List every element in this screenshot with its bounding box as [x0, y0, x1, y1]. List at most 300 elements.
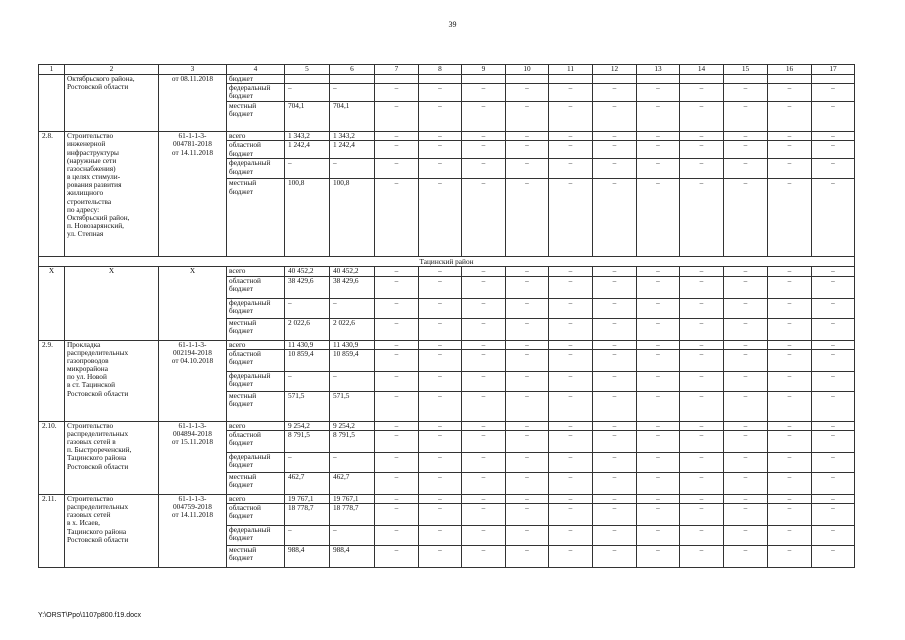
- amount-col13: –: [637, 494, 680, 503]
- amount-col8: –: [419, 267, 462, 276]
- amount-col6: –: [330, 159, 375, 179]
- amount-col13: [637, 75, 680, 84]
- amount-col14: –: [680, 452, 724, 472]
- amount-col11: –: [549, 546, 593, 568]
- amount-col8: –: [419, 159, 462, 179]
- amount-col15: –: [724, 298, 768, 318]
- amount-col17: –: [812, 159, 855, 179]
- amount-col16: –: [768, 84, 812, 102]
- amount-col7: –: [375, 84, 419, 102]
- amount-col10: –: [506, 84, 549, 102]
- header-cell: 14: [680, 65, 724, 75]
- document-ref: от 08.11.2018: [159, 75, 227, 132]
- amount-col5: –: [285, 159, 330, 179]
- amount-col15: [724, 75, 768, 84]
- amount-col12: –: [593, 371, 637, 391]
- amount-col10: –: [506, 371, 549, 391]
- amount-col9: –: [462, 371, 506, 391]
- funding-source: областной бюджет: [227, 504, 285, 526]
- amount-col5: 1 242,4: [285, 141, 330, 159]
- item-name: Строительство распределительных газовых сетей в п. Быстрореченский, Тацинского района Ростовской области: [65, 421, 159, 494]
- funding-source: федеральный бюджет: [227, 298, 285, 318]
- amount-col11: –: [549, 371, 593, 391]
- amount-col11: –: [549, 179, 593, 257]
- amount-col17: –: [812, 504, 855, 526]
- amount-col17: –: [812, 546, 855, 568]
- budget-row: [39, 75, 855, 84]
- amount-col13: –: [637, 298, 680, 318]
- amount-col17: –: [812, 494, 855, 503]
- amount-col16: –: [768, 318, 812, 340]
- amount-col13: –: [637, 430, 680, 452]
- amount-col13: –: [637, 318, 680, 340]
- amount-col12: –: [593, 430, 637, 452]
- funding-source: местный бюджет: [227, 179, 285, 257]
- amount-col9: –: [462, 391, 506, 421]
- amount-col5: 1 343,2: [285, 132, 330, 141]
- amount-col7: –: [375, 267, 419, 276]
- amount-col11: –: [549, 391, 593, 421]
- amount-col17: –: [812, 371, 855, 391]
- amount-col12: –: [593, 526, 637, 546]
- amount-col16: –: [768, 298, 812, 318]
- amount-col15: –: [724, 276, 768, 298]
- amount-col8: –: [419, 371, 462, 391]
- amount-col6: 1 343,2: [330, 132, 375, 141]
- amount-col6: 100,8: [330, 179, 375, 257]
- amount-col12: –: [593, 421, 637, 430]
- amount-col17: –: [812, 430, 855, 452]
- amount-col5: 988,4: [285, 546, 330, 568]
- amount-col14: –: [680, 298, 724, 318]
- amount-col15: –: [724, 141, 768, 159]
- amount-col5: [285, 75, 330, 84]
- funding-source: федеральный бюджет: [227, 371, 285, 391]
- amount-col16: –: [768, 494, 812, 503]
- amount-col14: –: [680, 267, 724, 276]
- amount-col17: –: [812, 318, 855, 340]
- amount-col7: –: [375, 391, 419, 421]
- amount-col16: [768, 75, 812, 84]
- amount-col14: –: [680, 102, 724, 132]
- amount-col6: 988,4: [330, 546, 375, 568]
- header-row: [39, 65, 855, 75]
- amount-col12: –: [593, 504, 637, 526]
- amount-col16: –: [768, 267, 812, 276]
- amount-col7: –: [375, 430, 419, 452]
- amount-col9: –: [462, 526, 506, 546]
- amount-col7: –: [375, 298, 419, 318]
- amount-col14: –: [680, 430, 724, 452]
- amount-col11: –: [549, 276, 593, 298]
- amount-col8: –: [419, 421, 462, 430]
- document-ref: Х: [159, 267, 227, 340]
- amount-col13: –: [637, 526, 680, 546]
- amount-col10: –: [506, 276, 549, 298]
- header-cell: 5: [285, 65, 330, 75]
- amount-col5: 38 429,6: [285, 276, 330, 298]
- amount-col8: –: [419, 179, 462, 257]
- amount-col15: –: [724, 371, 768, 391]
- item-number: 2.11.: [39, 494, 65, 567]
- amount-col9: –: [462, 298, 506, 318]
- amount-col6: –: [330, 452, 375, 472]
- amount-col7: –: [375, 340, 419, 349]
- amount-col11: –: [549, 452, 593, 472]
- amount-col14: –: [680, 391, 724, 421]
- amount-col11: –: [549, 340, 593, 349]
- amount-col12: –: [593, 276, 637, 298]
- amount-col16: –: [768, 504, 812, 526]
- amount-col9: –: [462, 267, 506, 276]
- amount-col16: –: [768, 472, 812, 494]
- item-number: 2.8.: [39, 132, 65, 257]
- amount-col5: 9 254,2: [285, 421, 330, 430]
- amount-col9: –: [462, 276, 506, 298]
- amount-col12: –: [593, 132, 637, 141]
- amount-col14: –: [680, 318, 724, 340]
- amount-col17: –: [812, 349, 855, 371]
- amount-col10: –: [506, 267, 549, 276]
- amount-col12: –: [593, 267, 637, 276]
- item-name: Строительство распределительных газовых сетей в х. Исаев, Тацинского района Ростовской области: [65, 494, 159, 567]
- amount-col8: –: [419, 526, 462, 546]
- amount-col14: –: [680, 276, 724, 298]
- amount-col14: –: [680, 421, 724, 430]
- amount-col17: –: [812, 84, 855, 102]
- amount-col15: –: [724, 494, 768, 503]
- amount-col12: –: [593, 546, 637, 568]
- document-ref: 61-1-1-3- 004781-2018 от 14.11.2018: [159, 132, 227, 257]
- amount-col8: –: [419, 276, 462, 298]
- amount-col16: –: [768, 349, 812, 371]
- amount-col6: –: [330, 84, 375, 102]
- amount-col13: –: [637, 421, 680, 430]
- item-name: Октябрьского района, Ростовской области: [65, 75, 159, 132]
- header-cell: 8: [419, 65, 462, 75]
- amount-col11: –: [549, 298, 593, 318]
- amount-col6: 18 778,7: [330, 504, 375, 526]
- header-cell: 15: [724, 65, 768, 75]
- header-cell: 13: [637, 65, 680, 75]
- amount-col16: –: [768, 102, 812, 132]
- funding-source: всего: [227, 494, 285, 503]
- amount-col7: –: [375, 159, 419, 179]
- amount-col14: –: [680, 132, 724, 141]
- amount-col10: –: [506, 472, 549, 494]
- amount-col14: –: [680, 340, 724, 349]
- amount-col16: –: [768, 340, 812, 349]
- amount-col10: –: [506, 494, 549, 503]
- amount-col10: –: [506, 318, 549, 340]
- amount-col6: 40 452,2: [330, 267, 375, 276]
- amount-col9: –: [462, 472, 506, 494]
- amount-col11: [549, 75, 593, 84]
- amount-col15: –: [724, 504, 768, 526]
- amount-col9: –: [462, 494, 506, 503]
- amount-col9: –: [462, 318, 506, 340]
- amount-col10: –: [506, 526, 549, 546]
- amount-col10: –: [506, 546, 549, 568]
- funding-source: местный бюджет: [227, 102, 285, 132]
- funding-source: местный бюджет: [227, 391, 285, 421]
- amount-col9: –: [462, 430, 506, 452]
- amount-col12: –: [593, 391, 637, 421]
- amount-col15: –: [724, 430, 768, 452]
- amount-col9: –: [462, 141, 506, 159]
- document-ref: 61-1-1-3- 002194-2018 от 04.10.2018: [159, 340, 227, 421]
- amount-col16: –: [768, 430, 812, 452]
- amount-col9: –: [462, 546, 506, 568]
- amount-col14: –: [680, 526, 724, 546]
- header-cell: 10: [506, 65, 549, 75]
- amount-col17: –: [812, 526, 855, 546]
- amount-col8: –: [419, 391, 462, 421]
- header-cell: 16: [768, 65, 812, 75]
- amount-col12: –: [593, 298, 637, 318]
- amount-col9: –: [462, 421, 506, 430]
- amount-col7: [375, 75, 419, 84]
- amount-col12: [593, 75, 637, 84]
- amount-col10: [506, 75, 549, 84]
- amount-col15: –: [724, 546, 768, 568]
- amount-col5: 11 430,9: [285, 340, 330, 349]
- funding-source: федеральный бюджет: [227, 159, 285, 179]
- amount-col16: –: [768, 421, 812, 430]
- amount-col7: –: [375, 349, 419, 371]
- amount-col14: –: [680, 504, 724, 526]
- amount-col8: –: [419, 84, 462, 102]
- amount-col11: –: [549, 141, 593, 159]
- funding-source: бюджет: [227, 75, 285, 84]
- amount-col5: –: [285, 298, 330, 318]
- amount-col17: –: [812, 267, 855, 276]
- amount-col9: –: [462, 349, 506, 371]
- funding-source: областной бюджет: [227, 276, 285, 298]
- amount-col13: –: [637, 84, 680, 102]
- amount-col7: –: [375, 526, 419, 546]
- amount-col17: –: [812, 298, 855, 318]
- amount-col13: –: [637, 159, 680, 179]
- amount-col17: –: [812, 102, 855, 132]
- amount-col12: –: [593, 84, 637, 102]
- amount-col10: –: [506, 102, 549, 132]
- header-cell: 6: [330, 65, 375, 75]
- amount-col10: –: [506, 421, 549, 430]
- amount-col6: 11 430,9: [330, 340, 375, 349]
- amount-col9: –: [462, 132, 506, 141]
- item-number: Х: [39, 267, 65, 340]
- amount-col17: –: [812, 340, 855, 349]
- amount-col10: –: [506, 141, 549, 159]
- amount-col14: –: [680, 179, 724, 257]
- amount-col14: –: [680, 84, 724, 102]
- amount-col5: 571,5: [285, 391, 330, 421]
- amount-col12: –: [593, 102, 637, 132]
- amount-col5: 19 767,1: [285, 494, 330, 503]
- amount-col8: –: [419, 141, 462, 159]
- page-number: 39: [448, 20, 457, 29]
- funding-source: федеральный бюджет: [227, 84, 285, 102]
- amount-col16: –: [768, 141, 812, 159]
- header-cell: 3: [159, 65, 227, 75]
- amount-col9: –: [462, 159, 506, 179]
- amount-col13: –: [637, 267, 680, 276]
- amount-col11: –: [549, 132, 593, 141]
- amount-col15: –: [724, 179, 768, 257]
- document-ref: 61-1-1-3- 004894-2018 от 15.11.2018: [159, 421, 227, 494]
- amount-col5: 100,8: [285, 179, 330, 257]
- amount-col5: –: [285, 371, 330, 391]
- funding-source: местный бюджет: [227, 472, 285, 494]
- amount-col14: –: [680, 159, 724, 179]
- amount-col10: –: [506, 132, 549, 141]
- amount-col6: 571,5: [330, 391, 375, 421]
- amount-col17: –: [812, 391, 855, 421]
- header-cell: 7: [375, 65, 419, 75]
- header-cell: 9: [462, 65, 506, 75]
- amount-col11: –: [549, 159, 593, 179]
- item-name: Прокладка распределительных газопроводов микрорайона по ул. Новой в ст. Тацинской Ростовской области: [65, 340, 159, 421]
- amount-col8: –: [419, 318, 462, 340]
- amount-col12: –: [593, 159, 637, 179]
- amount-col15: –: [724, 159, 768, 179]
- amount-col16: –: [768, 276, 812, 298]
- amount-col16: –: [768, 159, 812, 179]
- amount-col7: –: [375, 472, 419, 494]
- amount-col7: –: [375, 102, 419, 132]
- funding-source: областной бюджет: [227, 430, 285, 452]
- funding-source: федеральный бюджет: [227, 526, 285, 546]
- amount-col12: –: [593, 179, 637, 257]
- amount-col12: –: [593, 494, 637, 503]
- amount-col12: –: [593, 452, 637, 472]
- amount-col11: –: [549, 267, 593, 276]
- item-number: 2.9.: [39, 340, 65, 421]
- header-cell: 12: [593, 65, 637, 75]
- amount-col11: –: [549, 84, 593, 102]
- item-name: Строительство инженерной инфраструктуры (наружные сети газоснабжения) в целях стимули- рования развития жилищного строительства по адресу: Октябрьский район, п. Новозарянский, ул. Степная: [65, 132, 159, 257]
- amount-col6: 8 791,5: [330, 430, 375, 452]
- amount-col17: [812, 75, 855, 84]
- funding-source: всего: [227, 267, 285, 276]
- amount-col15: –: [724, 267, 768, 276]
- program-table: [38, 64, 855, 568]
- funding-source: местный бюджет: [227, 318, 285, 340]
- amount-col9: –: [462, 102, 506, 132]
- budget-row: [39, 267, 855, 276]
- amount-col13: –: [637, 546, 680, 568]
- header-cell: 1: [39, 65, 65, 75]
- amount-col14: –: [680, 349, 724, 371]
- amount-col12: –: [593, 349, 637, 371]
- amount-col9: [462, 75, 506, 84]
- amount-col12: –: [593, 472, 637, 494]
- amount-col5: 462,7: [285, 472, 330, 494]
- amount-col6: 704,1: [330, 102, 375, 132]
- amount-col11: –: [549, 504, 593, 526]
- amount-col15: –: [724, 132, 768, 141]
- amount-col17: –: [812, 132, 855, 141]
- amount-col12: –: [593, 340, 637, 349]
- amount-col8: –: [419, 102, 462, 132]
- amount-col11: –: [549, 102, 593, 132]
- amount-col9: –: [462, 452, 506, 472]
- amount-col6: 19 767,1: [330, 494, 375, 503]
- amount-col5: –: [285, 452, 330, 472]
- amount-col12: –: [593, 141, 637, 159]
- header-cell: 2: [65, 65, 159, 75]
- amount-col14: –: [680, 494, 724, 503]
- amount-col11: –: [549, 430, 593, 452]
- amount-col8: –: [419, 430, 462, 452]
- amount-col8: –: [419, 340, 462, 349]
- amount-col13: –: [637, 179, 680, 257]
- amount-col16: –: [768, 526, 812, 546]
- amount-col6: [330, 75, 375, 84]
- funding-source: областной бюджет: [227, 349, 285, 371]
- amount-col17: –: [812, 452, 855, 472]
- amount-col16: –: [768, 179, 812, 257]
- amount-col15: –: [724, 340, 768, 349]
- amount-col6: 10 859,4: [330, 349, 375, 371]
- amount-col15: –: [724, 526, 768, 546]
- amount-col13: –: [637, 132, 680, 141]
- amount-col6: 9 254,2: [330, 421, 375, 430]
- amount-col9: –: [462, 179, 506, 257]
- document-ref: 61-1-1-3- 004759-2018 от 14.11.2018: [159, 494, 227, 567]
- amount-col7: –: [375, 179, 419, 257]
- amount-col15: –: [724, 349, 768, 371]
- amount-col9: –: [462, 504, 506, 526]
- amount-col10: –: [506, 340, 549, 349]
- amount-col8: –: [419, 132, 462, 141]
- header-cell: 17: [812, 65, 855, 75]
- amount-col13: –: [637, 349, 680, 371]
- amount-col6: 1 242,4: [330, 141, 375, 159]
- item-number: 2.10.: [39, 421, 65, 494]
- header-cell: 11: [549, 65, 593, 75]
- amount-col5: 8 791,5: [285, 430, 330, 452]
- amount-col9: –: [462, 84, 506, 102]
- amount-col16: –: [768, 371, 812, 391]
- amount-col5: 18 778,7: [285, 504, 330, 526]
- amount-col16: –: [768, 391, 812, 421]
- amount-col11: –: [549, 318, 593, 340]
- amount-col17: –: [812, 276, 855, 298]
- amount-col8: [419, 75, 462, 84]
- amount-col13: –: [637, 391, 680, 421]
- amount-col11: –: [549, 526, 593, 546]
- amount-col5: 40 452,2: [285, 267, 330, 276]
- region-title: Тацинский район: [39, 257, 855, 267]
- amount-col10: –: [506, 179, 549, 257]
- amount-col7: –: [375, 421, 419, 430]
- funding-source: местный бюджет: [227, 546, 285, 568]
- amount-col15: –: [724, 318, 768, 340]
- amount-col13: –: [637, 340, 680, 349]
- amount-col14: –: [680, 472, 724, 494]
- amount-col10: –: [506, 298, 549, 318]
- amount-col17: –: [812, 421, 855, 430]
- amount-col8: –: [419, 546, 462, 568]
- budget-row: [39, 494, 855, 503]
- amount-col7: –: [375, 318, 419, 340]
- budget-row: [39, 421, 855, 430]
- header-cell: 4: [227, 65, 285, 75]
- amount-col15: –: [724, 391, 768, 421]
- amount-col7: –: [375, 504, 419, 526]
